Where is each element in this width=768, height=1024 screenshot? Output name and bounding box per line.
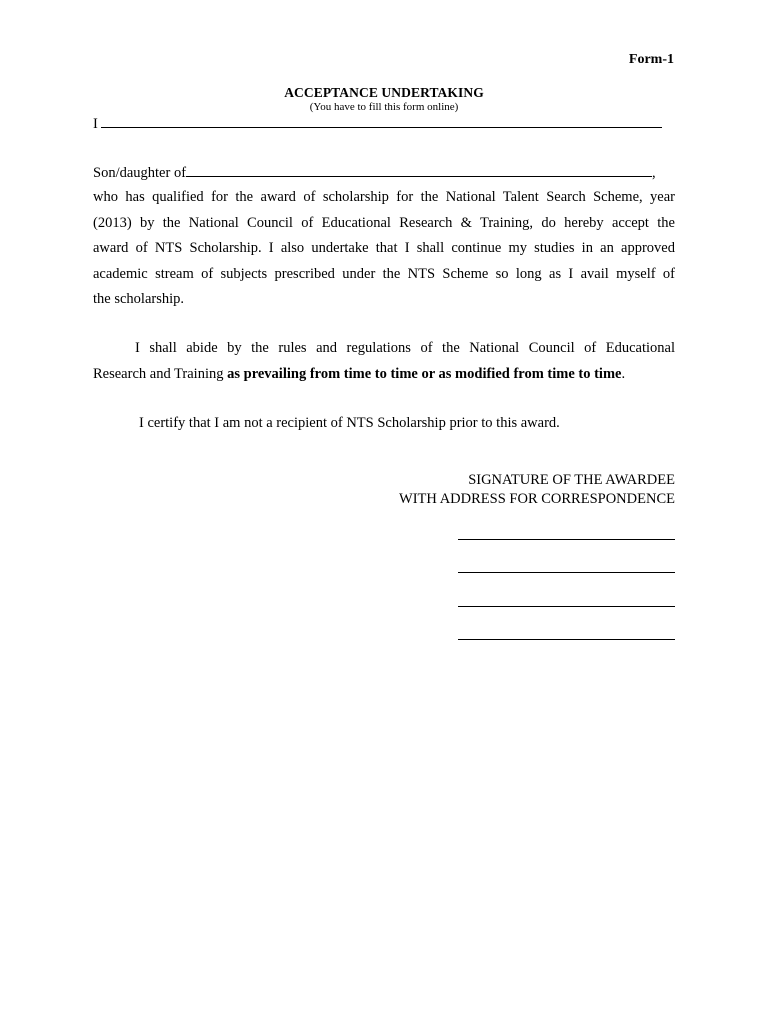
paragraph-line: the scholarship. — [93, 291, 185, 307]
parent-line — [93, 164, 656, 182]
parent-line-prefix: Son/daughter of — [93, 165, 187, 181]
name-line-prefix: I — [93, 116, 98, 132]
rules-line-2-bold: as prevailing from time to time or as modified from time to time — [227, 365, 622, 382]
paragraph-line: who has qualified for the award of scholarship for the National Talent Search Scheme, year — [93, 189, 675, 205]
parent-line-suffix: , — [652, 165, 656, 181]
certify-statement: I certify that I am not a recipient of NTS Scholarship prior to this award. — [139, 415, 560, 431]
document-subtitle: (You have to fill this form online) — [309, 101, 459, 113]
form-number: Form-1 — [628, 52, 674, 67]
paragraph-line: academic stream of subjects prescribed under the NTS Scheme so long as I avail myself of — [93, 265, 675, 282]
rules-paragraph — [93, 336, 675, 387]
undertaking-paragraph — [93, 185, 675, 313]
document-title: ACCEPTANCE UNDERTAKING — [284, 85, 484, 100]
parent-name-blank[interactable] — [186, 164, 652, 177]
paragraph-line: (2013) by the National Council of Educational Research & Training, do hereby accept the — [93, 214, 675, 231]
rules-line-2-end: . — [621, 365, 626, 382]
signature-heading: SIGNATURE OF THE AWARDEE — [468, 472, 675, 488]
address-line-3[interactable] — [458, 606, 675, 607]
name-line — [93, 115, 662, 133]
rules-line-1-text: I shall abide by the rules and regulations of the National Council of Educational — [135, 340, 675, 356]
rules-line-2-plain: Research and Training — [93, 365, 228, 382]
rules-line-1 — [93, 336, 675, 362]
address-line-4[interactable] — [458, 639, 675, 640]
paragraph-line: award of NTS Scholarship. I also undertake that I shall continue my studies in an approved — [93, 240, 675, 256]
signature-address-heading: WITH ADDRESS FOR CORRESPONDENCE — [399, 491, 675, 507]
name-blank[interactable] — [101, 115, 662, 128]
rules-line-2 — [93, 362, 675, 388]
address-line-1[interactable] — [458, 539, 675, 540]
address-line-2[interactable] — [458, 572, 675, 573]
